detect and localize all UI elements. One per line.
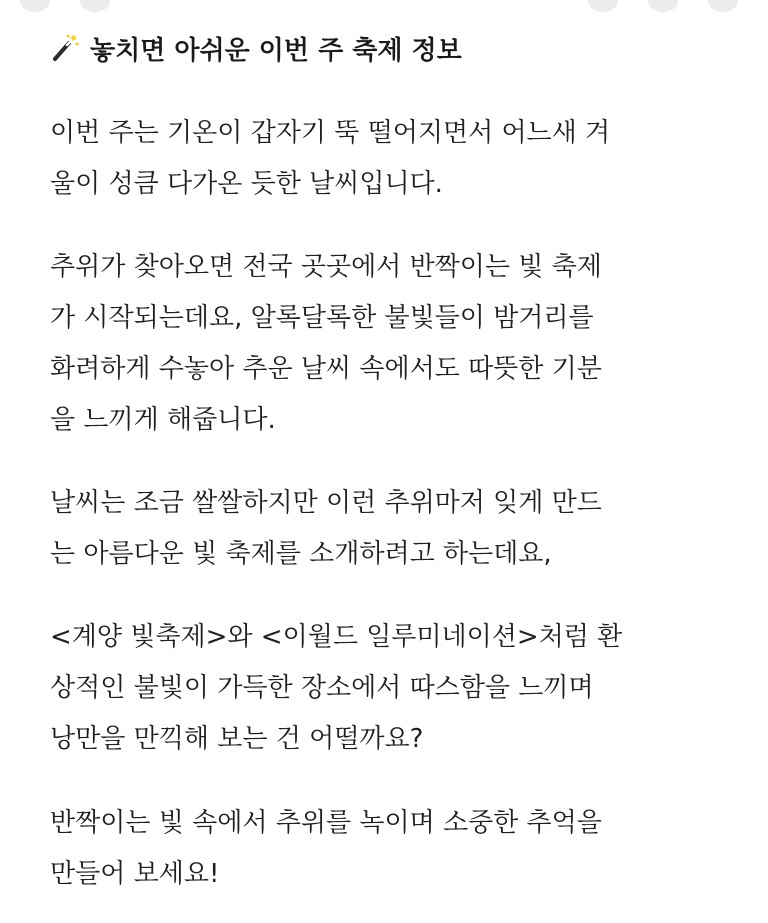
section-heading-text: 놓치면 아쉬운 이번 주 축제 정보 [90,35,462,66]
paragraph-line: 추위가 찾아오면 전국 곳곳에서 반짝이는 빛 축제 [50,252,602,282]
paragraph-line: 반짝이는 빛 속에서 추위를 녹이며 소중한 추억을 [50,808,602,838]
paragraph-weather-intro [50,108,740,210]
decoration-bubble [708,0,738,12]
paragraph-festival-names [50,612,740,765]
section-heading [50,28,462,68]
decoration-bubble [80,0,110,12]
paragraph-line: <계양 빛축제>와 <이월드 일루미네이션>처럼 환 [50,622,623,652]
top-decoration [0,0,768,10]
magic-wand-icon [50,33,80,63]
paragraph-line: 이번 주는 기온이 갑자기 뚝 떨어지면서 어느새 겨 [50,118,611,148]
paragraph-line: 날씨는 조금 쌀쌀하지만 이런 추위마저 잊게 만드 [50,488,602,518]
decoration-bubble [648,0,678,12]
paragraph-line: 상적인 불빛이 가득한 장소에서 따스함을 느끼며 [50,673,594,703]
paragraph-line: 을 느끼게 해줍니다. [50,405,276,435]
decoration-bubble [20,0,50,12]
paragraph-closing [50,798,740,900]
paragraph-line: 만들어 보세요! [50,859,220,889]
paragraph-line: 낭만을 만끽해 보는 건 어떨까요? [50,724,424,754]
paragraph-light-festivals [50,242,740,446]
decoration-bubble [588,0,618,12]
paragraph-line: 울이 성큼 다가온 듯한 날씨입니다. [50,169,443,199]
paragraph-line: 는 아름다운 빛 축제를 소개하려고 하는데요, [50,539,552,569]
paragraph-line: 가 시작되는데요, 알록달록한 불빛들이 밤거리를 [50,303,594,333]
paragraph-introduction [50,478,740,580]
paragraph-line: 화려하게 수놓아 추운 날씨 속에서도 따뜻한 기분 [50,354,602,384]
